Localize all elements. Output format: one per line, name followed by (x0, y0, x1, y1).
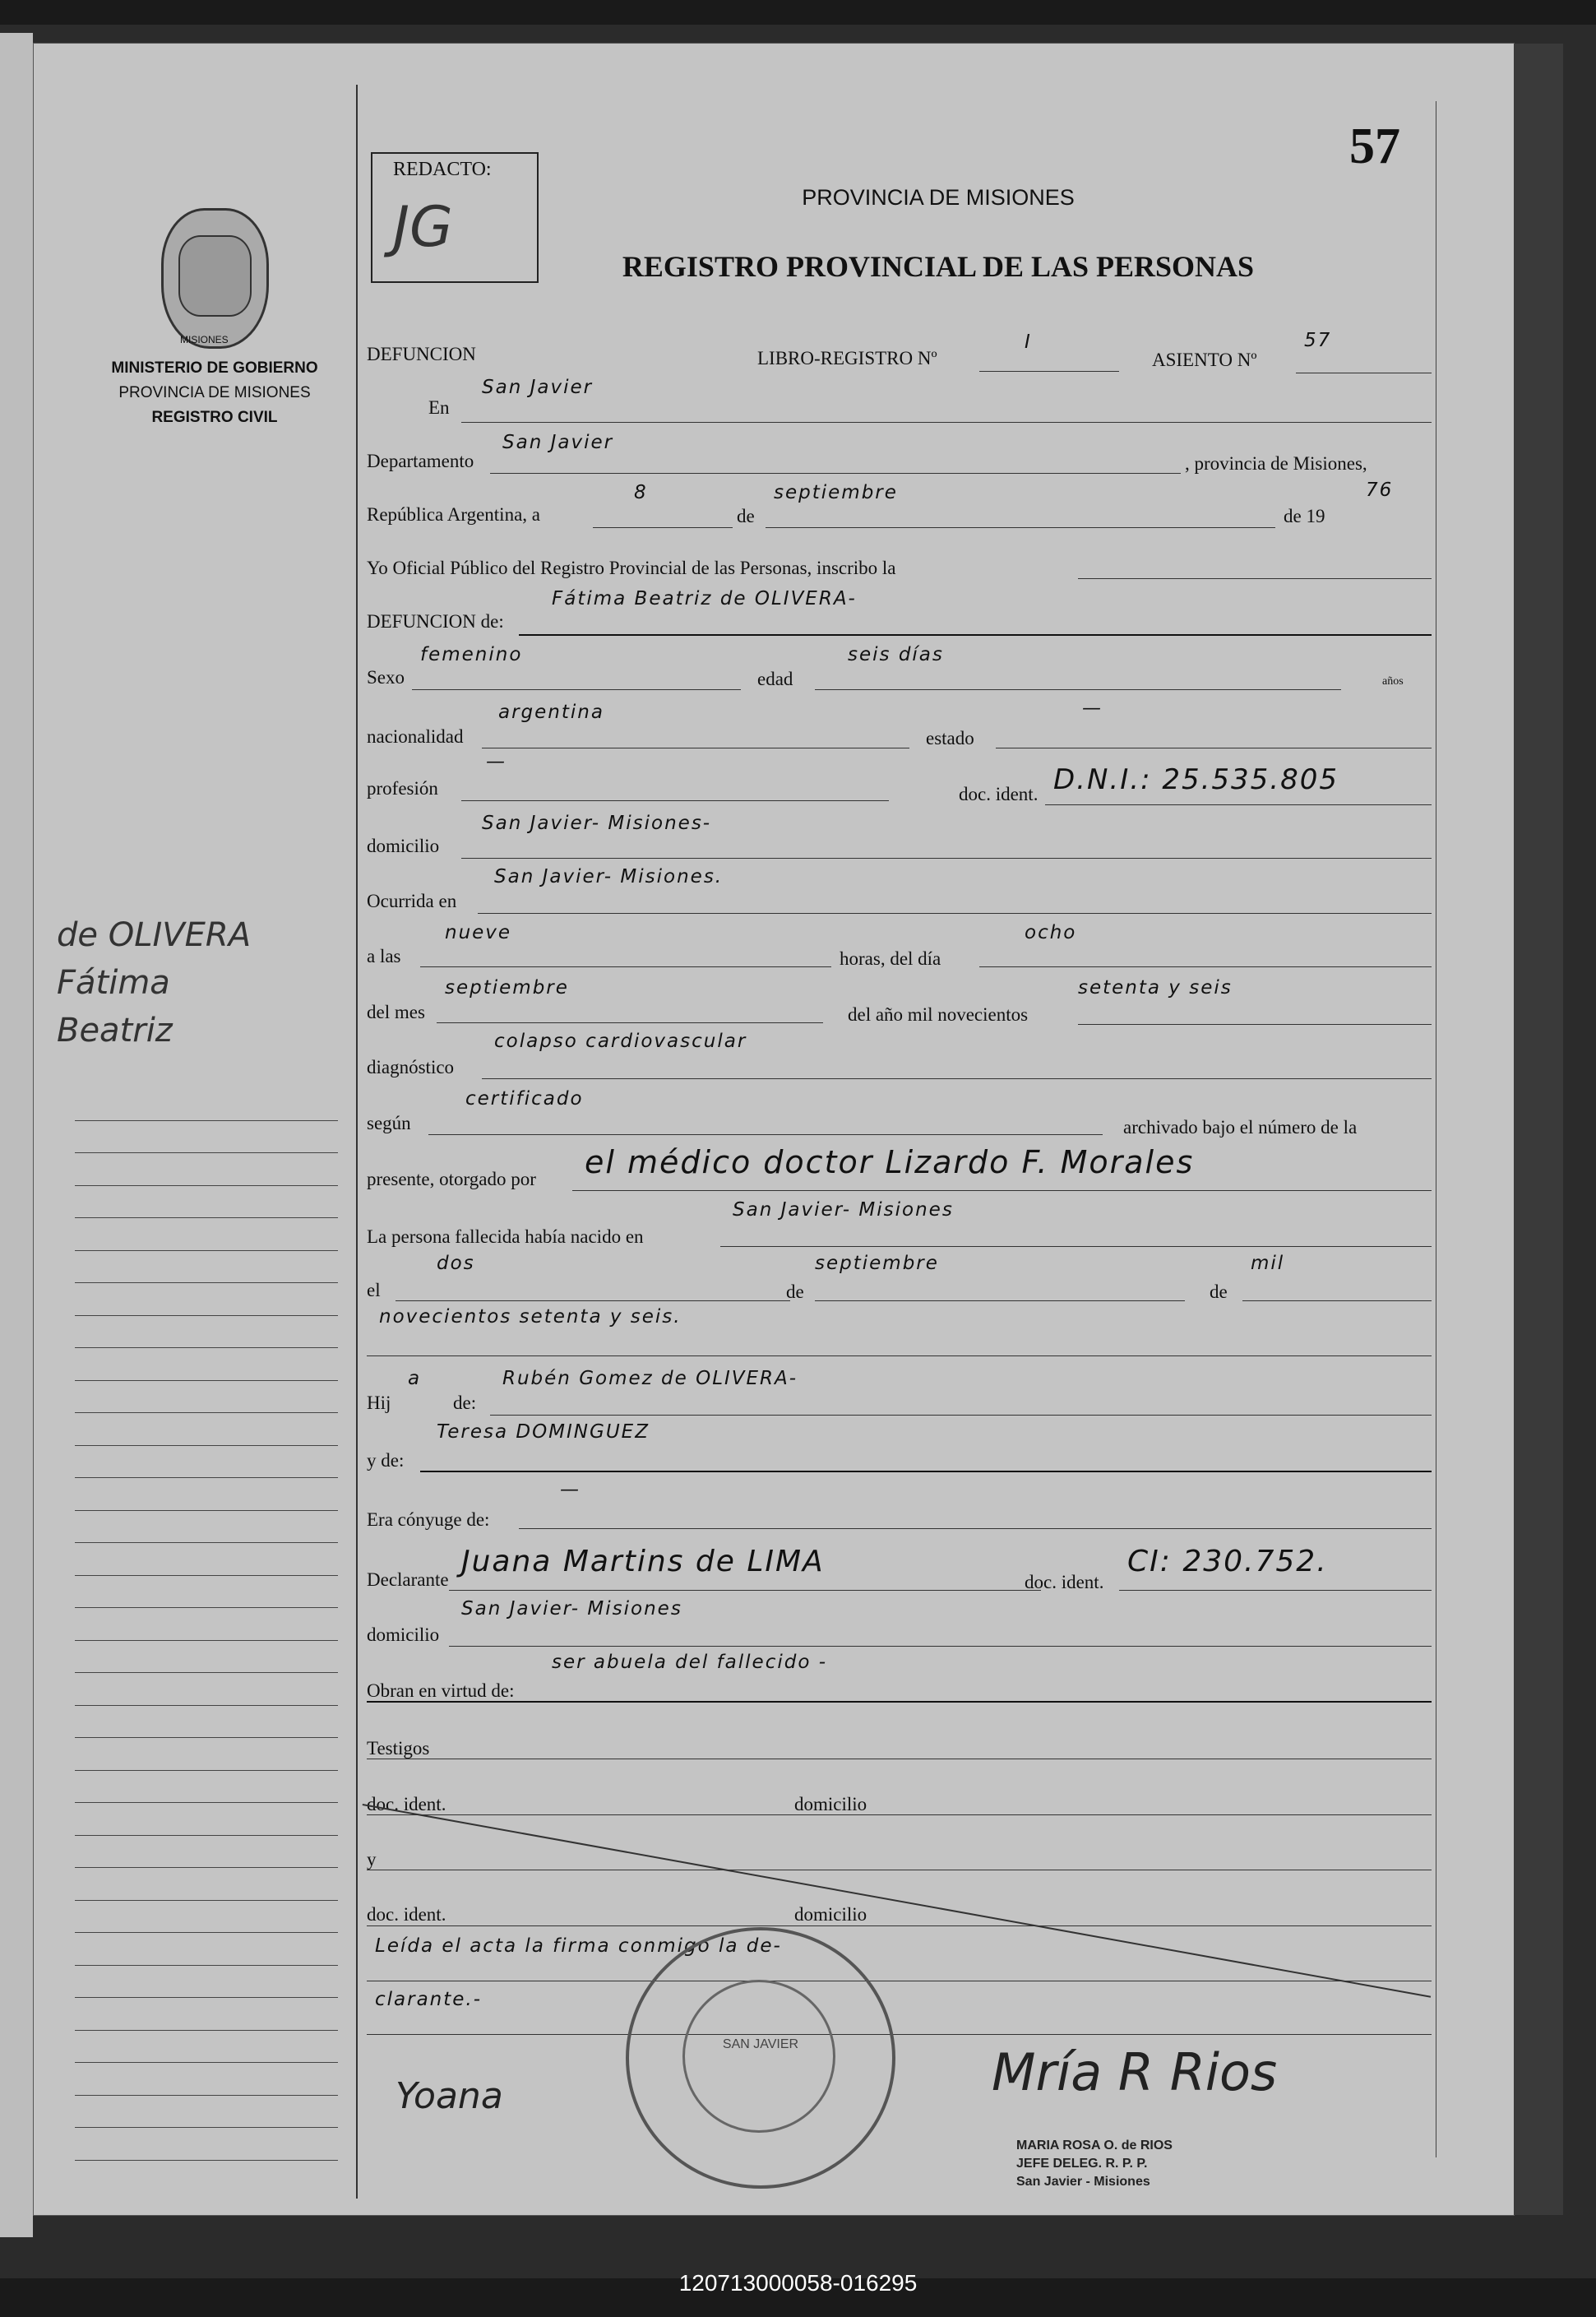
nombre-fallecida: Fátima Beatriz de OLIVERA- (552, 588, 857, 609)
margin-ruled-lines (75, 1088, 338, 2161)
margin-note-line-3: Beatriz (57, 1012, 173, 1050)
padre-value: Rubén Gomez de OLIVERA- (502, 1368, 798, 1389)
ocurrida-label: Ocurrida en (367, 891, 457, 911)
de-label: de (737, 506, 755, 526)
declarante-value: Juana Martins de LIMA (461, 1545, 825, 1578)
official-block (1016, 2137, 1173, 2191)
hij-suffix: a (408, 1368, 422, 1389)
departamento-value: San Javier (502, 432, 614, 453)
hora-value: nueve (445, 922, 512, 943)
domicilio3-label: domicilio (794, 1794, 867, 1814)
el-value: dos (437, 1253, 475, 1274)
estado-value: — (1082, 697, 1103, 719)
anos-label: años (1382, 675, 1404, 688)
official-location: San Javier - Misiones (1016, 2175, 1150, 2189)
asiento-value: 57 (1304, 330, 1332, 351)
official-signature-icon: Mría R Rios (992, 2042, 1278, 2102)
segun-label: según (367, 1113, 411, 1133)
anio-mil-label: del año mil novecientos (848, 1004, 1029, 1025)
domicilio-value: San Javier- Misiones- (482, 813, 712, 834)
nacido-value: San Javier- Misiones (733, 1199, 954, 1221)
doc-ident4-label: doc. ident. (367, 1904, 446, 1925)
libro-label: LIBRO-REGISTRO Nº (757, 348, 937, 368)
de-padre-label: de: (453, 1393, 477, 1413)
horas-dia-label: horas, del día (840, 948, 941, 969)
presente-value: el médico doctor Lizardo F. Morales (585, 1144, 1195, 1180)
hij-label: Hij (367, 1393, 391, 1413)
libro-value: I (1025, 331, 1032, 353)
defuncion-title: DEFUNCION (367, 344, 476, 364)
anio-mil-value: setenta y seis (1078, 977, 1233, 999)
sexo-label: Sexo (367, 667, 405, 688)
domicilio4-label: domicilio (794, 1904, 867, 1925)
redacto-label: REDACTO: (393, 159, 492, 180)
registry-stamp-icon (626, 1927, 895, 2189)
doc-ident-value: D.N.I.: 25.535.805 (1053, 763, 1339, 796)
margin-rule (356, 85, 358, 2199)
edad-value: seis días (848, 644, 944, 665)
official-title: JEFE DELEG. R. P. P. (1016, 2157, 1148, 2171)
conyuge-label: Era cónyuge de: (367, 1509, 490, 1530)
doc-ident2-value: CI: 230.752. (1127, 1545, 1328, 1578)
diagnostico-label: diagnóstico (367, 1057, 455, 1077)
doc-ident-label: doc. ident. (959, 784, 1039, 804)
y-de-label: y de: (367, 1450, 405, 1471)
de19-label: de 19 (1284, 506, 1325, 526)
departamento-label: Departamento (367, 451, 474, 471)
archivado-label: archivado bajo el número de la (1123, 1117, 1358, 1138)
redacto-initials: JG (393, 195, 453, 260)
margin-note-line-1: de OLIVERA (57, 916, 252, 954)
page-number: 57 (1349, 118, 1400, 174)
stamp-inner-icon (682, 1980, 835, 2133)
image-caption: 120713000058-016295 (678, 2270, 918, 2296)
cancel-diagonal-line (363, 1804, 1431, 1998)
fecha-anio: 76 (1366, 480, 1394, 501)
dia-texto-value: ocho (1025, 922, 1077, 943)
ocurrida-value: San Javier- Misiones. (494, 866, 724, 887)
madre-value: Teresa DOMINGUEZ (437, 1421, 650, 1443)
declarant-signature-icon: Yoana (396, 2075, 503, 2117)
sexo-value: femenino (420, 644, 523, 665)
en-label: En (428, 397, 450, 418)
official-name: MARIA ROSA O. de RIOS (1016, 2139, 1173, 2152)
domicilio2-label: domicilio (367, 1624, 440, 1645)
anio2-continuation: novecientos setenta y seis. (379, 1306, 682, 1328)
province-heading: PROVINCIA DE MISIONES (802, 185, 1075, 210)
edad-label: edad (757, 669, 793, 689)
domicilio-label: domicilio (367, 836, 440, 856)
nacionalidad-label: nacionalidad (367, 726, 464, 747)
declarante-label: Declarante (367, 1569, 449, 1590)
nacionalidad-value: argentina (498, 702, 604, 723)
el-label: el (367, 1280, 381, 1300)
doc-ident3-label: doc. ident. (367, 1794, 446, 1814)
republica-label: República Argentina, a (367, 504, 540, 525)
a-las-label: a las (367, 946, 401, 966)
mes2-value: septiembre (815, 1253, 939, 1274)
del-mes-label: del mes (367, 1002, 425, 1022)
stamp-text: SAN JAVIER (722, 2037, 799, 2051)
del-mes-value: septiembre (445, 977, 569, 999)
profesion-label: profesión (367, 778, 438, 799)
fecha-dia: 8 (634, 482, 648, 503)
registry-heading: REGISTRO PROVINCIAL DE LAS PERSONAS (622, 250, 1255, 283)
ministry-line-3: REGISTRO CIVIL (151, 409, 278, 426)
leida-continuation: clarante.- (375, 1989, 483, 2010)
book-spine (1514, 44, 1563, 2215)
register-page (33, 43, 1515, 2216)
asiento-label: ASIENTO Nº (1152, 350, 1257, 370)
diagnostico-value: colapso cardiovascular (494, 1031, 747, 1052)
leida-text: Leída el acta la firma conmigo la de- (375, 1935, 782, 1957)
doc-ident2-label: doc. ident. (1025, 1572, 1104, 1592)
nacido-label: La persona fallecida había nacido en (367, 1226, 644, 1247)
obran-label: Obran en virtud de: (367, 1680, 515, 1701)
margin-note (57, 911, 328, 1054)
obran-value: ser abuela del fallecido - (552, 1652, 828, 1673)
anio2-value: mil (1251, 1253, 1285, 1274)
testigos-label: Testigos (367, 1738, 430, 1759)
oficial-text: Yo Oficial Público del Registro Provincial de las Personas, inscribo la (367, 558, 896, 578)
margin-note-line-2: Fátima (57, 964, 170, 1002)
de2-label: de (786, 1281, 804, 1302)
domicilio2-value: San Javier- Misiones (461, 1598, 682, 1620)
de3-label: de (1210, 1281, 1228, 1302)
coat-of-arms-seal-icon (161, 208, 269, 349)
conyuge-value: — (560, 1479, 581, 1500)
presente-label: presente, otorgado por (367, 1169, 536, 1189)
ministry-line-1: MINISTERIO DE GOBIERNO (111, 359, 318, 377)
profesion-value: — (486, 751, 507, 772)
segun-value: certificado (465, 1088, 584, 1110)
provincia-label: , provincia de Misiones, (1185, 453, 1367, 474)
facing-page-edge (0, 33, 33, 2237)
y-label: y (367, 1849, 377, 1870)
ministry-block (91, 356, 338, 430)
en-value: San Javier (482, 377, 594, 398)
seal-text: MISIONES (180, 334, 229, 345)
defuncion-de-label: DEFUNCION de: (367, 611, 504, 632)
ministry-line-2: PROVINCIA DE MISIONES (118, 384, 311, 401)
estado-label: estado (926, 728, 974, 748)
fecha-mes: septiembre (774, 482, 898, 503)
seal-shield-icon (178, 235, 252, 317)
